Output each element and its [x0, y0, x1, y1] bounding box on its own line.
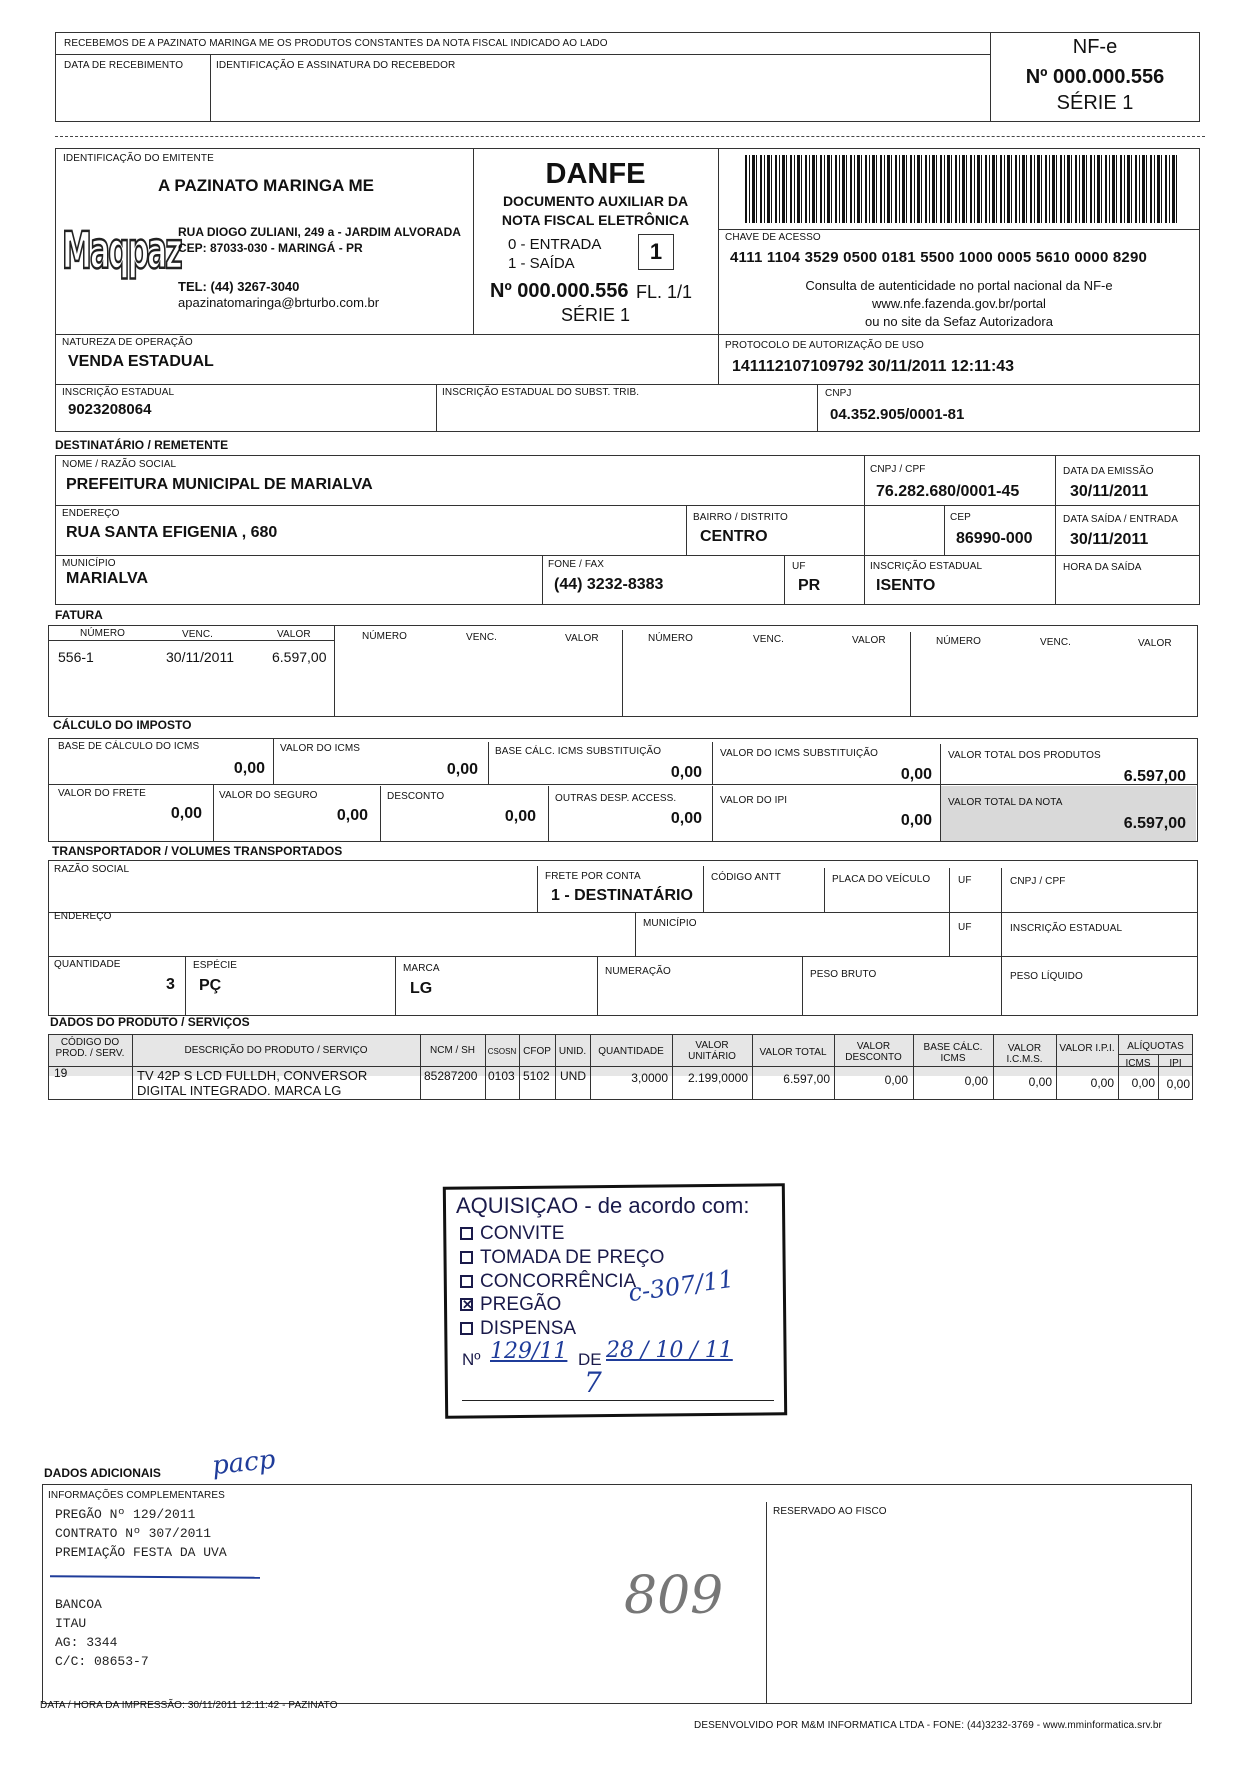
fatura-h-venc-4: VENC.: [1040, 637, 1072, 648]
transp-ie-label: INSCRIÇÃO ESTADUAL: [1010, 923, 1123, 934]
produtos-section: DADOS DO PRODUTO / SERVIÇOS: [50, 1015, 250, 1029]
th-ncm: NCM / SH: [430, 1045, 475, 1056]
stamp-rubrica: 7: [584, 1366, 602, 1399]
base-st: 0,00: [670, 764, 702, 781]
emitente-endereco2: CEP: 87033-030 - MARINGÁ - PR: [178, 241, 363, 255]
danfe-serie: SÉRIE 1: [560, 305, 631, 325]
banco-linha-4: C/C: 08653-7: [55, 1654, 149, 1669]
data-impressao: DATA / HORA DA IMPRESSÃO: 30/11/2011 12:11:42 - PAZINATO: [40, 1700, 338, 1711]
barcode: [745, 155, 1180, 223]
emitente-label: IDENTIFICAÇÃO DO EMITENTE: [63, 153, 214, 164]
transp-numeracao-label: NUMERAÇÃO: [605, 966, 671, 977]
dest-fone: (44) 3232-8383: [554, 576, 664, 593]
outras: 0,00: [670, 810, 702, 827]
prod-codigo: 19: [54, 1066, 68, 1080]
chave-label: CHAVE DE ACESSO: [725, 232, 821, 243]
danfe-sub2: NOTA FISCAL ELETRÔNICA: [501, 212, 690, 228]
chave-consulta1: Consulta de autenticidade no portal nacional da NF-e: [805, 278, 1113, 293]
th-cfop: CFOP: [523, 1046, 551, 1057]
reservado-fisco-label: RESERVADO AO FISCO: [773, 1506, 887, 1517]
dest-saida-label: DATA SAÍDA / ENTRADA: [1063, 514, 1178, 525]
emitente-nome: A PAZINATO MARINGA ME: [158, 176, 374, 195]
canhoto-recebemos: RECEBEMOS DE A PAZINATO MARINGA ME OS PRODUTOS CONSTANTES DA NOTA FISCAL INDICADO AO LADO: [64, 38, 608, 49]
desconto: 0,00: [504, 808, 536, 825]
dest-cnpj-label: CNPJ / CPF: [870, 464, 926, 475]
checkbox-pregao-checked: ✕: [462, 1297, 473, 1312]
natureza-label: NATUREZA DE OPERAÇÃO: [62, 337, 193, 348]
danfe-saida: 1 - SAÍDA: [508, 255, 575, 272]
checkbox-tomada: [460, 1251, 473, 1264]
stamp-op-tomada: TOMADA DE PREÇO: [480, 1247, 665, 1268]
chave-consulta3: ou no site da Sefaz Autorizadora: [865, 314, 1053, 329]
info-complementares-label: INFORMAÇÕES COMPLEMENTARES: [48, 1490, 225, 1501]
fatura-numero: 556-1: [58, 649, 94, 665]
transportador-section: TRANSPORTADOR / VOLUMES TRANSPORTADOS: [52, 844, 343, 858]
imposto-section: CÁLCULO DO IMPOSTO: [53, 718, 192, 732]
th-total: VALOR TOTAL: [759, 1047, 827, 1058]
fatura-h-valor-4: VALOR: [1138, 638, 1172, 649]
transp-razao-label: RAZÃO SOCIAL: [54, 864, 130, 875]
dest-municipio-label: MUNICÍPIO: [62, 558, 116, 569]
fatura-section: FATURA: [55, 608, 103, 622]
prod-base: 0,00: [964, 1074, 988, 1088]
transp-uf2-label: UF: [958, 922, 972, 933]
fatura-valor: 6.597,00: [272, 649, 327, 665]
adicionais-block: [42, 1484, 1192, 1704]
emitente-ie-label: INSCRIÇÃO ESTADUAL: [62, 387, 175, 398]
danfe-sub1: DOCUMENTO AUXILIAR DA: [502, 193, 689, 209]
dest-ie-label: INSCRIÇÃO ESTADUAL: [870, 561, 983, 572]
ipi-label: VALOR DO IPI: [720, 795, 788, 806]
dest-endereco: RUA SANTA EFIGENIA , 680: [66, 524, 278, 541]
chave-valor: 4111 1104 3529 0500 0181 5500 1000 0005 5610 0000 8290: [730, 249, 1148, 266]
transp-especie-label: ESPÉCIE: [193, 960, 238, 971]
checkbox-concorrencia: [460, 1275, 473, 1288]
transp-quantidade: 3: [166, 976, 175, 993]
fatura-h-numero-1: NÚMERO: [80, 628, 126, 639]
dest-cep-label: CEP: [950, 512, 971, 523]
fatura-h-valor-1: VALOR: [277, 629, 311, 640]
stamp-signature-line: [462, 1400, 774, 1401]
fatura-h-venc-3: VENC.: [753, 634, 785, 645]
dest-fone-label: FONE / FAX: [548, 559, 605, 570]
dest-saida: 30/11/2011: [1070, 531, 1149, 548]
dest-emissao: 30/11/2011: [1070, 483, 1149, 500]
banco-linha-2: ITAU: [55, 1616, 87, 1631]
transp-peso-liquido-label: PESO LÍQUIDO: [1010, 971, 1083, 982]
dest-cep: 86990-000: [956, 530, 1033, 547]
destinatario-section: DESTINATÁRIO / REMETENTE: [55, 438, 229, 452]
stamp-n-label: Nº: [462, 1350, 481, 1369]
th-ipi: VALOR I.P.I.: [1059, 1043, 1115, 1054]
prod-descricao-1: TV 42P S LCD FULLDH, CONVERSOR: [137, 1068, 368, 1083]
prod-ncm: 85287200: [424, 1069, 478, 1083]
canhoto-serie: SÉRIE 1: [1056, 92, 1134, 114]
protocolo-label: PROTOCOLO DE AUTORIZAÇÃO DE USO: [725, 340, 924, 351]
valor-icms-label: VALOR DO ICMS: [280, 743, 361, 754]
natureza-valor: VENDA ESTADUAL: [68, 353, 214, 370]
total-prod: 6.597,00: [1123, 768, 1186, 785]
prod-aliq-icms: 0,00: [1131, 1076, 1155, 1090]
info-linha-3: PREMIAÇÃO FESTA DA UVA: [55, 1545, 227, 1560]
prod-unid: UND: [560, 1069, 586, 1083]
fatura-h-valor-3: VALOR: [852, 635, 886, 646]
danfe-title: DANFE: [545, 158, 646, 190]
info-linha-2: CONTRATO Nº 307/2011: [55, 1526, 212, 1541]
th-unid: UNID.: [558, 1046, 587, 1057]
emitente-ie: 9023208064: [68, 401, 152, 418]
seguro: 0,00: [336, 807, 368, 824]
dest-bairro-label: BAIRRO / DISTRITO: [693, 512, 788, 523]
stamp-de-label: DE: [578, 1350, 602, 1369]
numero-manuscrito: 809: [624, 1566, 724, 1626]
emitente-logo: Maqpaz: [62, 222, 181, 282]
checkbox-convite: [460, 1227, 473, 1240]
frete: 0,00: [170, 805, 202, 822]
transp-placa-label: PLACA DO VEÍCULO: [832, 874, 931, 885]
danfe-entrada: 0 - ENTRADA: [508, 236, 602, 253]
th-desconto: VALOR DESCONTO: [845, 1041, 902, 1063]
desenvolvido-por: DESENVOLVIDO POR M&M INFORMATICA LTDA - FONE: (44)3232-3769 - www.mminformatica.srv.br: [694, 1720, 1162, 1731]
th-codigo: CÓDIGO DO PROD. / SERV.: [55, 1037, 125, 1059]
prod-desconto: 0,00: [884, 1073, 908, 1087]
stamp-n-valor: 129/11: [490, 1339, 568, 1364]
banco-linha-3: AG: 3344: [55, 1635, 118, 1650]
total-prod-label: VALOR TOTAL DOS PRODUTOS: [948, 750, 1101, 761]
frete-label: VALOR DO FRETE: [58, 788, 146, 799]
transp-marca-label: MARCA: [403, 963, 440, 974]
dest-ie: ISENTO: [876, 577, 936, 594]
transp-uf-label: UF: [958, 875, 972, 886]
transp-especie: PÇ: [199, 977, 222, 994]
valor-st-label: VALOR DO ICMS SUBSTITUIÇÃO: [720, 748, 878, 759]
th-aliq-icms: ICMS: [1125, 1058, 1151, 1069]
stamp-op-convite: CONVITE: [480, 1223, 565, 1244]
emitente-email: apazinatomaringa@brturbo.com.br: [178, 295, 380, 310]
prod-csosn: 0103: [488, 1069, 515, 1083]
stamp-anotacao: c-307/11: [626, 1264, 736, 1308]
dest-endereco-label: ENDEREÇO: [62, 508, 120, 519]
emitente-telefone: TEL: (44) 3267-3040: [178, 279, 300, 294]
prod-aliq-ipi: 0,00: [1166, 1077, 1190, 1091]
adicionais-section: DADOS ADICIONAIS: [44, 1466, 161, 1480]
canhoto-numero: Nº 000.000.556: [1025, 66, 1165, 88]
prod-descricao-2: DIGITAL INTEGRADO. MARCA LG: [137, 1083, 342, 1098]
total-nota: 6.597,00: [1123, 815, 1186, 832]
stamp-data: 28 / 10 / 11: [606, 1338, 733, 1363]
valor-st: 0,00: [900, 766, 932, 783]
transp-frete: 1 - DESTINATÁRIO: [551, 887, 693, 904]
dest-municipio: MARIALVA: [66, 570, 149, 587]
dest-nome: PREFEITURA MUNICIPAL DE MARIALVA: [66, 476, 373, 493]
stamp-op-dispensa: DISPENSA: [480, 1318, 577, 1339]
dest-nome-label: NOME / RAZÃO SOCIAL: [62, 459, 177, 470]
prod-quantidade: 3,0000: [631, 1071, 668, 1085]
fatura-h-numero-2: NÚMERO: [362, 631, 408, 642]
prod-ipi: 0,00: [1090, 1076, 1114, 1090]
desconto-label: DESCONTO: [387, 791, 445, 802]
info-linha-1: PREGÃO Nº 129/2011: [55, 1507, 196, 1522]
transp-municipio-label: MUNICÍPIO: [643, 918, 697, 929]
danfe-tipo-box: 1: [638, 234, 674, 270]
fatura-h-venc-2: VENC.: [466, 632, 498, 643]
seguro-label: VALOR DO SEGURO: [219, 790, 318, 801]
valor-icms: 0,00: [446, 761, 478, 778]
emitente-cnpj: 04.352.905/0001-81: [830, 406, 965, 423]
th-icms: VALOR I.C.M.S.: [1006, 1043, 1043, 1065]
emitente-endereco1: RUA DIOGO ZULIANI, 249 a - JARDIM ALVORADA: [178, 225, 461, 239]
dest-uf-label: UF: [792, 561, 806, 572]
emitente-cnpj-label: CNPJ: [825, 388, 852, 399]
base-st-label: BASE CÁLC. ICMS SUBSTITUIÇÃO: [495, 746, 662, 757]
stamp-op-concorrencia: CONCORRÊNCIA: [480, 1271, 637, 1292]
dest-hora-label: HORA DA SAÍDA: [1063, 562, 1142, 573]
outras-label: OUTRAS DESP. ACCESS.: [555, 793, 677, 804]
protocolo-valor: 141112107109792 30/11/2011 12:11:43: [732, 358, 1015, 375]
base-icms-label: BASE DE CÁLCULO DO ICMS: [58, 741, 200, 752]
prod-icms: 0,00: [1028, 1075, 1052, 1089]
fatura-venc: 30/11/2011: [166, 649, 234, 665]
dest-emissao-label: DATA DA EMISSÃO: [1063, 466, 1154, 477]
dest-uf: PR: [798, 577, 821, 594]
fatura-h-numero-4: NÚMERO: [936, 636, 982, 647]
transp-marca: LG: [410, 980, 433, 997]
prod-cfop: 5102: [523, 1069, 550, 1083]
fatura-h-valor-2: VALOR: [565, 633, 599, 644]
th-aliq-ipi: IPI: [1169, 1058, 1182, 1069]
transp-quantidade-label: QUANTIDADE: [54, 959, 121, 970]
dest-bairro: CENTRO: [700, 528, 768, 545]
danfe-numero: Nº 000.000.556: [490, 280, 629, 302]
transp-cnpj-label: CNPJ / CPF: [1010, 876, 1066, 887]
transp-endereco-label: ENDEREÇO: [54, 911, 112, 922]
th-unitario: VALOR UNITÁRIO: [688, 1040, 736, 1062]
checkbox-dispensa: [460, 1322, 473, 1335]
fatura-h-venc-1: VENC.: [182, 629, 214, 640]
th-descricao: DESCRIÇÃO DO PRODUTO / SERVIÇO: [184, 1045, 368, 1056]
transp-frete-label: FRETE POR CONTA: [545, 871, 641, 882]
danfe-folha: FL. 1/1: [636, 282, 693, 302]
canhoto-nfe-label: NF-e: [1072, 36, 1118, 58]
identificacao-recebedor-label: IDENTIFICAÇÃO E ASSINATURA DO RECEBEDOR: [216, 60, 456, 71]
stamp-op-pregao: PREGÃO: [480, 1294, 562, 1315]
transp-peso-bruto-label: PESO BRUTO: [810, 969, 877, 980]
prod-total: 6.597,00: [783, 1072, 830, 1086]
prod-unitario: 2.199,0000: [687, 1071, 748, 1085]
th-quantidade: QUANTIDADE: [598, 1046, 664, 1057]
adicionais-rubrica: pacp: [210, 1444, 277, 1482]
th-csosn: CSOSN: [487, 1047, 517, 1056]
fatura-block: [48, 625, 1198, 717]
cut-line: [55, 136, 1205, 137]
th-aliquotas: ALÍQUOTAS: [1127, 1041, 1184, 1052]
th-base: BASE CÁLC. ICMS: [923, 1042, 983, 1064]
ipi: 0,00: [900, 812, 932, 829]
chave-consulta2: www.nfe.fazenda.gov.br/portal: [872, 296, 1046, 311]
banco-linha-1: BANCOA: [55, 1597, 102, 1612]
fatura-h-numero-3: NÚMERO: [648, 633, 694, 644]
base-icms: 0,00: [233, 760, 265, 777]
emitente-ie-st-label: INSCRIÇÃO ESTADUAL DO SUBST. TRIB.: [442, 387, 640, 398]
total-nota-label: VALOR TOTAL DA NOTA: [948, 797, 1063, 808]
transp-antt-label: CÓDIGO ANTT: [711, 872, 781, 883]
stamp-titulo: AQUISIÇAO - de acordo com:: [456, 1193, 750, 1218]
data-recebimento-label: DATA DE RECEBIMENTO: [64, 60, 184, 71]
dest-cnpj: 76.282.680/0001-45: [876, 483, 1020, 500]
